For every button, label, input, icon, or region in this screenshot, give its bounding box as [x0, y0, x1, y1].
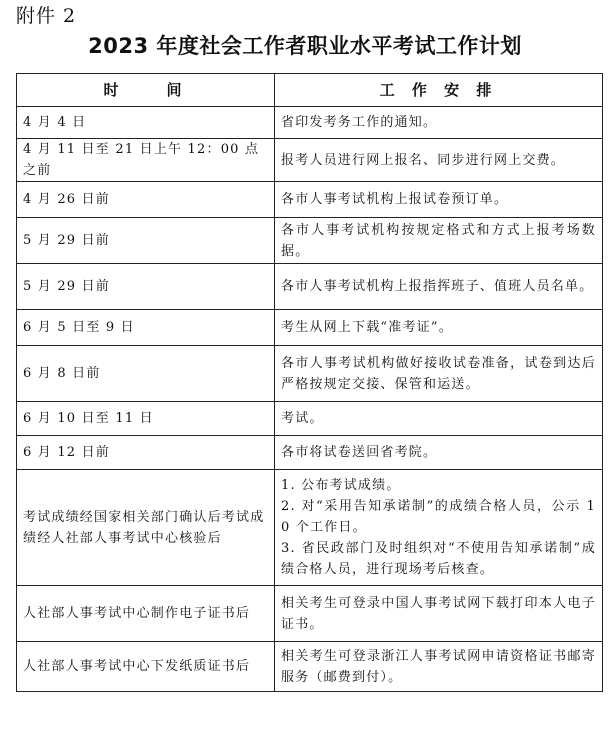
time-cell: 4 月 11 日至 21 日上午 12：00 点之前 — [17, 139, 275, 182]
time-cell: 5 月 29 日前 — [17, 264, 275, 310]
task-cell — [275, 264, 603, 310]
task-cell — [275, 586, 603, 642]
time-cell: 考试成绩经国家相关部门确认后考试成绩经人社部人事考试中心核验后 — [17, 470, 275, 586]
time-cell: 6 月 12 日前 — [17, 436, 275, 470]
task-cell — [275, 310, 603, 346]
task-cell — [275, 642, 603, 692]
task-line: 相关考生可登录浙江人事考试网申请资格证书邮寄服务（邮费到付）。 — [281, 648, 596, 685]
task-line: 各市人事考试机构上报指挥班子、值班人员名单。 — [281, 279, 594, 294]
task-line: 各市人事考试机构做好接收试卷准备，试卷到达后严格按规定交接、保管和运送。 — [281, 355, 596, 392]
table-row — [17, 586, 603, 642]
task-cell — [275, 470, 603, 586]
table-row — [17, 642, 603, 692]
task-line: 报考人员进行网上报名、同步进行网上交费。 — [281, 152, 566, 168]
task-cell — [275, 182, 603, 218]
table-row — [17, 402, 603, 436]
time-cell: 6 月 5 日至 9 日 — [17, 310, 275, 346]
time-cell: 4 月 26 日前 — [17, 182, 275, 218]
schedule-table — [16, 73, 603, 692]
table-row — [17, 436, 603, 470]
table-row — [17, 310, 603, 346]
table-row — [17, 182, 603, 218]
task-line: 2. 对“采用告知承诺制”的成绩合格人员，公示 10 个工作日。 — [281, 499, 596, 535]
task-line: 1. 公布考试成绩。 — [281, 478, 401, 493]
table-body — [17, 107, 603, 692]
attachment-label: 附件 2 — [16, 5, 77, 27]
table-row — [17, 218, 603, 264]
table-row — [17, 107, 603, 139]
table-row — [17, 264, 603, 310]
time-cell: 6 月 10 日至 11 日 — [17, 402, 275, 436]
task-line: 各市人事考试机构按规定格式和方式上报考场数据。 — [281, 222, 596, 259]
task-cell — [275, 436, 603, 470]
time-cell: 6 月 8 日前 — [17, 346, 275, 402]
header-time: 时 间 — [17, 74, 275, 107]
table-header-row — [17, 74, 603, 107]
task-line: 考生从网上下载“准考证”。 — [281, 320, 453, 335]
table-row — [17, 139, 603, 182]
task-line: 3. 省民政部门及时组织对“不使用告知承诺制”成绩合格人员，进行现场考后核查。 — [281, 541, 596, 577]
task-line: 省印发考务工作的通知。 — [281, 115, 438, 130]
task-cell — [275, 107, 603, 139]
document-title: 2023 年度社会工作者职业水平考试工作计划 — [88, 34, 522, 58]
table-row — [17, 470, 603, 586]
header-task: 工 作 安 排 — [275, 74, 603, 107]
task-cell — [275, 402, 603, 436]
task-line: 各市人事考试机构上报试卷预订单。 — [281, 192, 509, 207]
task-cell — [275, 346, 603, 402]
task-line: 考试。 — [281, 411, 324, 426]
task-line: 相关考生可登录中国人事考试网下载打印本人电子证书。 — [281, 595, 596, 632]
task-line: 各市将试卷送回省考院。 — [281, 445, 438, 460]
table-row — [17, 346, 603, 402]
time-cell: 人社部人事考试中心制作电子证书后 — [17, 586, 275, 642]
task-cell — [275, 139, 603, 182]
task-cell — [275, 218, 603, 264]
time-cell: 人社部人事考试中心下发纸质证书后 — [17, 642, 275, 692]
time-cell: 5 月 29 日前 — [17, 218, 275, 264]
time-cell: 4 月 4 日 — [17, 107, 275, 139]
